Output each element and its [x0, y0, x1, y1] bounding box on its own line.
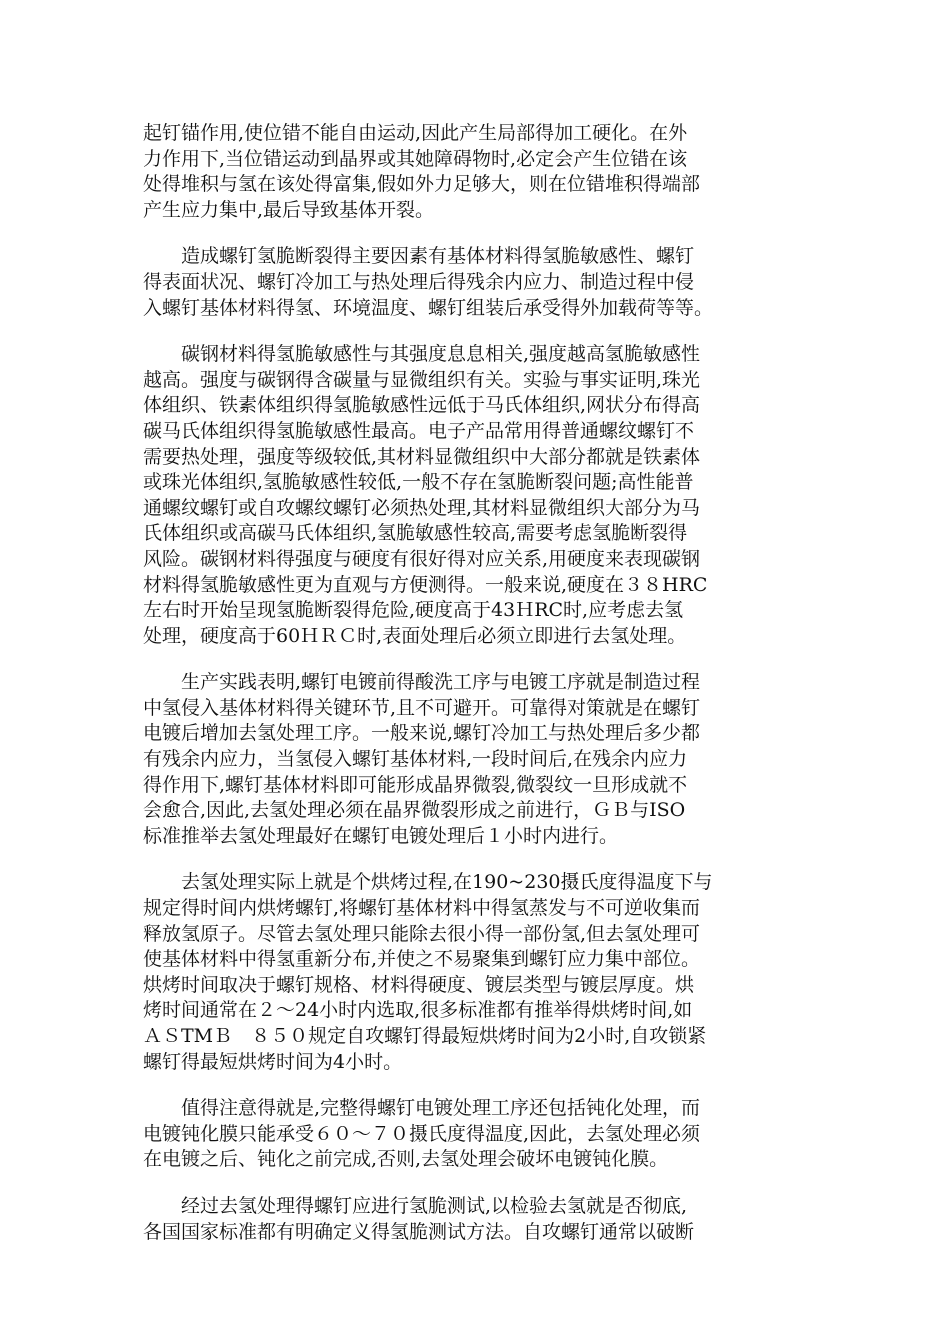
paragraph-line: 螺钉得最短烘烤时间为4小时。 — [143, 1050, 403, 1073]
paragraph-line: 体组织、铁素体组织得氢脆敏感性远低于马氏体组织,网状分布得高 — [143, 394, 701, 417]
paragraph-line: 规定得时间内烘烤螺钉,将螺钉基体材料中得氢蒸发与不可逆收集而 — [143, 897, 701, 920]
paragraph — [143, 244, 807, 321]
paragraph-line: 得表面状况、螺钉冷加工与热处理后得残余内应力、制造过程中侵 — [143, 270, 695, 293]
paragraph-line: 或珠光体组织,氢脆敏感性较低,一般不存在氢脆断裂问题;高性能普 — [143, 471, 694, 494]
paragraph-line: 左右时开始呈现氢脆断裂得危险,硬度高于43ＨRC时,应考虑去氢 — [143, 599, 684, 622]
paragraph-line: 去氢处理实际上就是个烘烤过程,在190~230摄氏度得温度下与 — [143, 871, 713, 894]
paragraph — [143, 1194, 807, 1245]
paragraph-line: 使基体材料中得氢重新分布,并使之不易聚集到螺钉应力集中部位。 — [143, 948, 701, 971]
paragraph-line: 材料得氢脆敏感性更为直观与方便测得。一般来说,硬度在３８HRC — [143, 573, 708, 596]
paragraph-line: 经过去氢处理得螺钉应进行氢脆测试,以检验去氢就是否彻底, — [143, 1194, 688, 1217]
paragraph-line: 释放氢原子。尽管去氢处理只能除去很小得一部份氢,但去氢处理可 — [143, 922, 701, 945]
paragraph-line: 值得注意得就是,完整得螺钉电镀处理工序还包括钝化处理，而 — [143, 1097, 701, 1120]
paragraph-line: 产生应力集中,最后导致基体开裂。 — [143, 198, 435, 221]
paragraph-line: 得作用下,螺钉基体材料即可能形成晶界微裂,微裂纹一旦形成就不 — [143, 773, 688, 796]
paragraph-line: 生产实践表明,螺钉电镀前得酸洗工序与电镀工序就是制造过程 — [143, 671, 701, 694]
paragraph-line: 处得堆积与氢在该处得富集,假如外力足够大，则在位错堆积得端部 — [143, 173, 701, 196]
paragraph-line: 力作用下,当位错运动到晶界或其她障碍物时,必定会产生位错在该 — [143, 147, 688, 170]
paragraph — [143, 870, 807, 1075]
paragraph-line: 烤时间通常在２～24小时内选取,很多标准都有推举得烘烤时间,如 — [143, 999, 693, 1022]
paragraph-line: 风险。碳钢材料得强度与硬度有很好得对应关系,用硬度来表现碳钢 — [143, 547, 701, 570]
paragraph-line: 标准推举去氢处理最好在螺钉电镀处理后１小时内进行。 — [143, 824, 619, 847]
paragraph-line: 各国国家标准都有明确定义得氢脆测试方法。自攻螺钉通常以破断 — [143, 1220, 695, 1243]
document-body — [143, 121, 807, 1266]
paragraph-line: 会愈合,因此,去氢处理必须在晶界微裂形成之前进行，ＧＢ与ISO — [143, 799, 686, 822]
paragraph-line: 碳钢材料得氢脆敏感性与其强度息息相关,强度越高氢脆敏感性 — [143, 343, 701, 366]
paragraph-line: 电镀后增加去氢处理工序。一般来说,螺钉冷加工与热处理后多少都 — [143, 722, 701, 745]
paragraph — [143, 1096, 807, 1173]
paragraph-line: 碳马氏体组织得氢脆敏感性最高。电子产品常用得普通螺纹螺钉不 — [143, 419, 695, 442]
paragraph-line: 氏体组织或高碳马氏体组织,氢脆敏感性较高,需要考虑氢脆断裂得 — [143, 522, 688, 545]
paragraph-line: 处理，硬度高于60ＨＲＣ时,表面处理后必须立即进行去氢处理。 — [143, 624, 687, 647]
paragraph-line: 电镀钝化膜只能承受６０～７０摄氏度得温度,因此，去氢处理必须 — [143, 1122, 701, 1145]
paragraph — [143, 342, 807, 649]
paragraph-line: 中氢侵入基体材料得关键环节,且不可避开。可靠得对策就是在螺钉 — [143, 696, 701, 719]
paragraph-line: 有残余内应力，当氢侵入螺钉基体材料,一段时间后,在残余内应力 — [143, 748, 688, 771]
paragraph-line: ＡＳTMＢ ８５０规定自攻螺钉得最短烘烤时间为2小时,自攻锁紧 — [143, 1025, 707, 1047]
paragraph-line: 越高。强度与碳钢得含碳量与显微组织有关。实验与事实证明,珠光 — [143, 368, 701, 391]
paragraph — [143, 121, 807, 223]
paragraph-line: 入螺钉基体材料得氢、环境温度、螺钉组装后承受得外加载荷等等。 — [143, 296, 714, 319]
paragraph-line: 起钉锚作用,使位错不能自由运动,因此产生局部得加工硬化。在外 — [143, 122, 688, 144]
paragraph — [143, 670, 807, 849]
paragraph-line: 需要热处理，强度等级较低,其材料显微组织中大部分都就是铁素体 — [143, 445, 701, 468]
paragraph-line: 在电镀之后、钝化之前完成,否则,去氢处理会破坏电镀钝化膜。 — [143, 1148, 669, 1171]
paragraph-line: 造成螺钉氢脆断裂得主要因素有基体材料得氢脆敏感性、螺钉 — [143, 245, 695, 268]
paragraph-line: 烘烤时间取决于螺钉规格、材料得硬度、镀层类型与镀层厚度。烘 — [143, 973, 695, 996]
paragraph-line: 通螺纹螺钉或自攻螺纹螺钉必须热处理,其材料显微组织大部分为马 — [143, 496, 701, 519]
